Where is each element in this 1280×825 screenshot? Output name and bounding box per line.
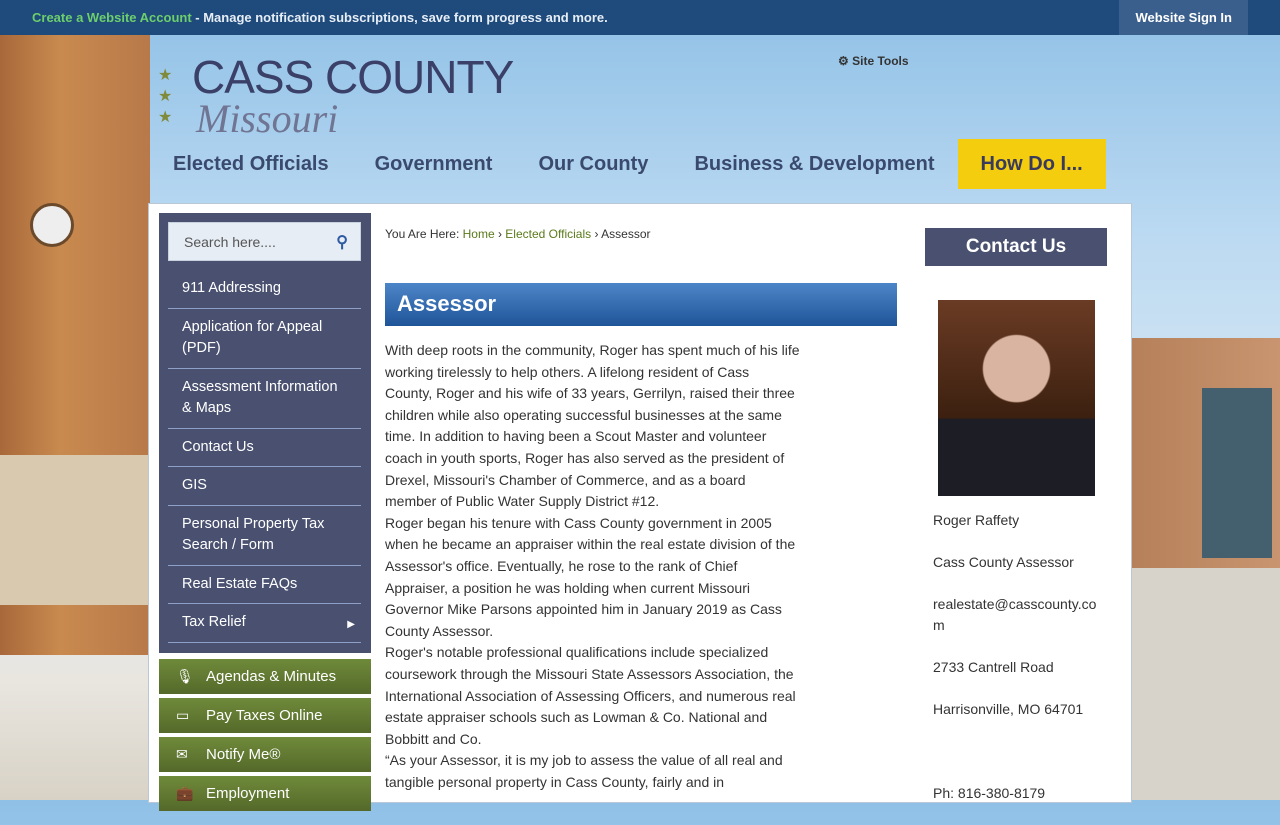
sidebar-item-contact-us[interactable]: Contact Us: [168, 429, 361, 468]
gear-icon: ⚙: [838, 54, 849, 68]
search-icon[interactable]: ⚲: [336, 234, 348, 251]
sidebar-item-real-estate-faqs[interactable]: Real Estate FAQs: [168, 566, 361, 605]
sidebar-item-911-addressing[interactable]: 911 Addressing: [168, 270, 361, 309]
logo-title: CASS COUNTY: [192, 51, 514, 103]
bio-text: With deep roots in the community, Roger has spent much of his life working tirelessly to help others. A lifelong resident of Cass County, Roger and his wife of 33 years, Gerrilyn, raised their three children while also operating successful businesses at the same time. In addition to having been a Scout Master and volunteer coach in youth sports, Roger has also served as the president of Drexel, Missouri's Chamber of Commerce, and as a board member of Public Water Supply District #12. Roger began his tenure with Cass County government in 2005 when he became an appraiser within the real estate division of the Assessor's office. Eventually, he rose to the rank of Chief Appraiser, a position he was holding when current Missouri Governor Mike Parsons appointed him in January 2019 as Cass County Assessor. Roger's notable professional qualifications include specialized coursework through the Missouri State Assessors Association, the International Association of Assessing Officers, and numerous real estate appraiser schools such as Lowman & Co. National and Bobbitt and Co. “As your Assessor, it is my job to assess the value of all real and tangible personal property in Cass County, fairly and in: [385, 342, 800, 790]
sidebar-item-tax-relief[interactable]: Tax Relief ▶: [168, 604, 361, 643]
sidebar-item-assessment-info[interactable]: Assessment Information & Maps: [168, 369, 361, 429]
star-icons: ★ ★ ★: [158, 67, 173, 126]
envelope-icon: ✉: [176, 746, 188, 762]
nav-our-county[interactable]: Our County: [538, 153, 649, 175]
caret-right-icon: ▶: [347, 619, 355, 630]
breadcrumb-home[interactable]: Home: [462, 227, 495, 241]
breadcrumb-elected-officials[interactable]: Elected Officials: [505, 227, 592, 241]
nav-elected-officials[interactable]: Elected Officials: [173, 153, 329, 175]
breadcrumb: You Are Here: Home › Elected Officials › Assessor: [385, 227, 651, 241]
search-input[interactable]: Search here.... ⚲: [168, 222, 361, 261]
sidebar: [159, 213, 371, 653]
create-account-link[interactable]: Create a Website Account: [32, 10, 192, 25]
sidebar-item-personal-property[interactable]: Personal Property Tax Search / Form: [168, 506, 361, 566]
topbar-message: - Manage notification subscriptions, save form progress and more.: [191, 10, 608, 25]
notify-me-button[interactable]: ✉ Notify Me®: [159, 737, 371, 772]
assessor-photo: [938, 300, 1095, 496]
credit-card-icon: ▭: [176, 707, 190, 723]
nav-business-development[interactable]: Business & Development: [694, 153, 935, 175]
contact-info: Roger Raffety Cass County Assessor realestate@casscounty.com 2733 Cantrell Road Harrisonville, MO 64701 Ph: 816-380-8179: [933, 510, 1103, 825]
quick-links: [159, 659, 371, 815]
microphone-icon: 🎙: [176, 668, 194, 684]
pay-taxes-button[interactable]: ▭ Pay Taxes Online: [159, 698, 371, 733]
agendas-minutes-button[interactable]: 🎙 Agendas & Minutes: [159, 659, 371, 694]
building-image: [1132, 338, 1280, 568]
top-bar: [0, 0, 1280, 35]
website-sign-in-button[interactable]: Website Sign In: [1119, 0, 1248, 35]
nav-government[interactable]: Government: [374, 153, 493, 175]
sidebar-item-gis[interactable]: GIS: [168, 467, 361, 506]
clock-image: [30, 203, 74, 247]
email-link[interactable]: realestate@casscounty.com: [933, 596, 1097, 633]
employment-button[interactable]: 💼 Employment: [159, 776, 371, 811]
page-title: Assessor: [385, 283, 897, 326]
logo-subtitle: Missouri: [196, 96, 339, 141]
courthouse-base-image: [0, 455, 150, 605]
nav-how-do-i[interactable]: How Do I...: [958, 139, 1106, 189]
contact-us-button[interactable]: Contact Us: [925, 228, 1107, 266]
ground-image: [1132, 568, 1280, 800]
sidebar-item-application-appeal[interactable]: Application for Appeal (PDF): [168, 309, 361, 369]
main-nav: [150, 139, 1106, 189]
site-tools-button[interactable]: ⚙ Site Tools: [838, 54, 909, 68]
briefcase-icon: 💼: [176, 785, 194, 801]
